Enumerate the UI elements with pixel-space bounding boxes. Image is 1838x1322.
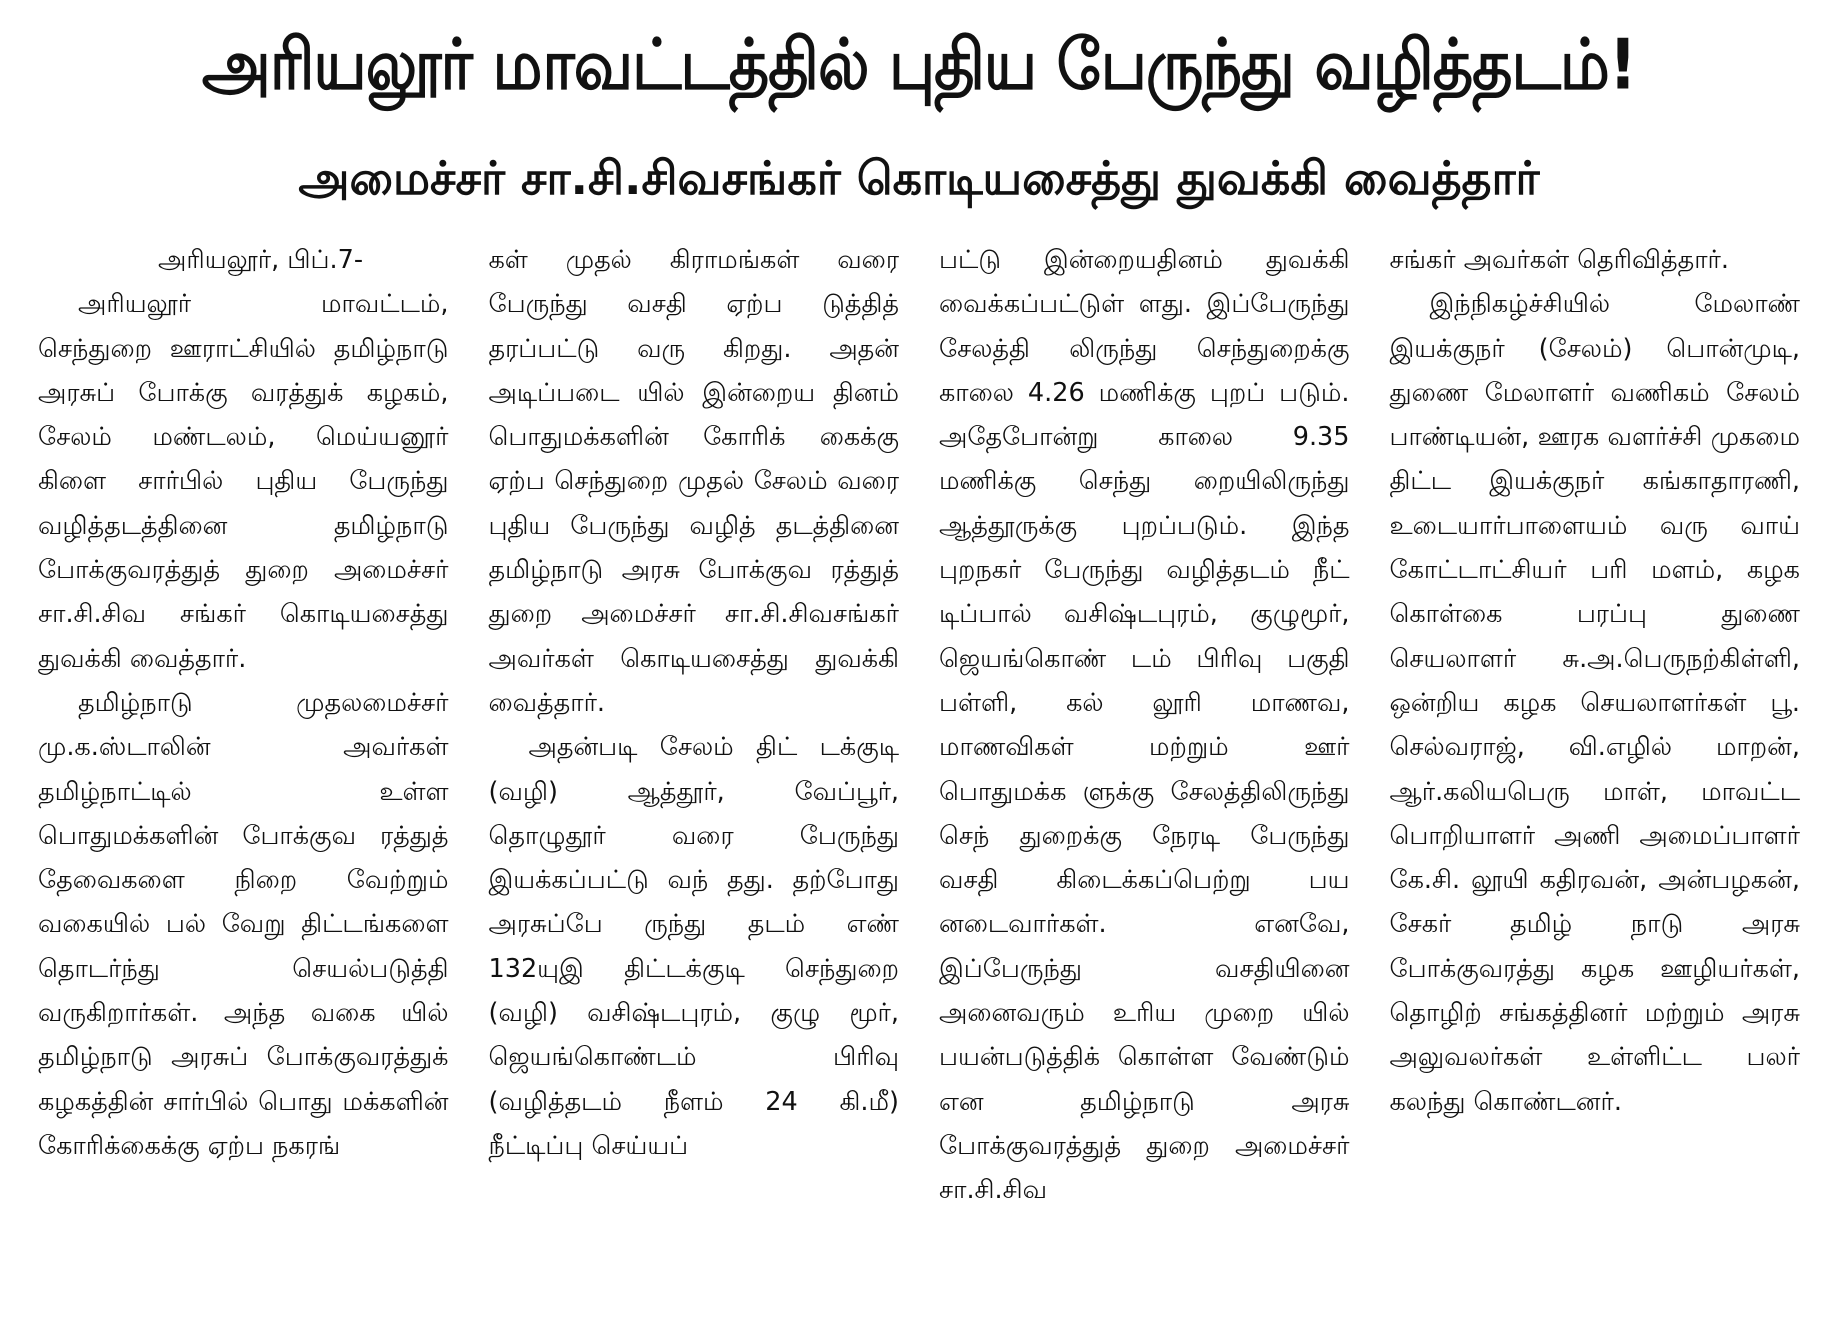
paragraph: அதன்படி சேலம் திட் டக்குடி (வழி) ஆத்தூர், வேப்பூர், தொழுதூர் வரை பேருந்து இயக்கப்பட்டு வந் தது. தற்போது அரசுப்பே ருந்து தடம் எண் 132யுஇ திட்டக்குடி செந்துறை (வழி) வசிஷ்டபுரம், குழு மூர், ஜெயங்கொண்டம் பிரிவு (வழித்தடம் நீளம் 24 கி.மீ) நீட்டிப்பு செய்யப் — [488, 732, 899, 1161]
paragraph: கள் முதல் கிராமங்கள் வரை பேருந்து வசதி ஏற்ப டுத்தித் தரப்பட்டு வரு கிறது. அதன் அடிப்படை யில் இன்றைய தினம் பொதுமக்களின் கோரிக் கைக்கு ஏற்ப செந்துறை முதல் சேலம் வரை புதிய பேருந்து வழித் தடத்தினை தமிழ்நாடு அரசு போக்குவ ரத்துத் துறை அமைச்சர் சா.சி.சிவசங்கர் அவர்கள் கொடியசைத்து துவக்கி வைத்தார். — [488, 245, 899, 718]
dateline: அரியலூர், பிப்.7- — [158, 245, 364, 275]
paragraph: தமிழ்நாடு முதலமைச்சர் மு.க.ஸ்டாலின் அவர்கள் தமிழ்நாட்டில் உள்ள பொதுமக்களின் போக்குவ ரத்துத் தேவைகளை நிறை வேற்றும் வகையில் பல் வேறு திட்டங்களை தொடர்ந்து செயல்படுத்தி வருகிறார்கள். அந்த வகை யில் தமிழ்நாடு அரசுப் போக்குவரத்துக் கழகத்தின் சார்பில் பொது மக்களின் கோரிக்கைக்கு ஏற்ப நகரங் — [38, 687, 449, 1161]
article-body — [18, 238, 1820, 1308]
headline: அரியலூர் மாவட்டத்தில் புதிய பேருந்து வழித்தடம்! — [201, 23, 1637, 106]
paragraph: பட்டு இன்றையதினம் துவக்கி வைக்கப்பட்டுள் ளது. இப்பேருந்து சேலத்தி லிருந்து செந்துறைக்கு காலை 4.26 மணிக்கு புறப் படும். அதேபோன்று காலை 9.35 மணிக்கு செந்து றையிலிருந்து ஆத்தூருக்கு புறப்படும். இந்த புறநகர் பேருந்து வழித்தடம் நீட் டிப்பால் வசிஷ்டபுரம், குழுமூர், ஜெயங்கொண் டம் பிரிவு பகுதி பள்ளி, கல் லூரி மாணவ, மாணவிகள் மற்றும் ஊர் பொதுமக்க ளுக்கு சேலத்திலிருந்து செந் துறைக்கு நேரடி பேருந்து வசதி கிடைக்கப்பெற்று பய னடைவார்கள். எனவே, இப்பேருந்து வசதியினை அனைவரும் உரிய முறை யில் பயன்படுத்திக் கொள்ள வேண்டும் என தமிழ்நாடு அரசு போக்குவரத்துத் துறை அமைச்சர் சா.சி.சிவ — [939, 245, 1350, 1206]
subheadline: அமைச்சர் சா.சி.சிவசங்கர் கொடியசைத்து துவக்கி வைத்தார் — [298, 151, 1540, 205]
column-1 — [18, 238, 469, 1308]
column-4 — [1370, 238, 1821, 1308]
column-3 — [919, 238, 1370, 1308]
column-2 — [469, 238, 920, 1308]
paragraph: அரியலூர் மாவட்டம், செந்துறை ஊராட்சியில் தமிழ்நாடு அரசுப் போக்கு வரத்துக் கழகம், சேலம் மண்டலம், மெய்யனூர் கிளை சார்பில் புதிய பேருந்து வழித்தடத்தினை தமிழ்நாடு போக்குவரத்துத் துறை அமைச்சர் சா.சி.சிவ சங்கர் கொடியசைத்து துவக்கி வைத்தார். — [38, 289, 449, 674]
paragraph: இந்நிகழ்ச்சியில் மேலாண் இயக்குநர் (சேலம்) பொன்முடி, துணை மேலாளர் வணிகம் சேலம் பாண்டியன், ஊரக வளர்ச்சி முகமை திட்ட இயக்குநர் கங்காதாரணி, உடையார்பாளையம் வரு வாய் கோட்டாட்சியர் பரி மளம், கழக கொள்கை பரப்பு துணை செயலாளர் சு.அ.பெருநற்கிள்ளி, ஒன்றிய கழக செயலாளர்கள் பூ. செல்வராஜ், வி.எழில் மாறன், ஆர்.கலியபெரு மாள், மாவட்ட பொறியாளர் அணி அமைப்பாளர் கே.சி. லூயி கதிரவன், அன்பழகன், சேகர் தமிழ் நாடு அரசு போக்குவரத்து கழக ஊழியர்கள், தொழிற் சங்கத்தினர் மற்றும் அரசு அலுவலர்கள் உள்ளிட்ட பலர் கலந்து கொண்டனர். — [1389, 289, 1800, 1117]
paragraph: சங்கர் அவர்கள் தெரிவித்தார். — [1389, 245, 1729, 275]
